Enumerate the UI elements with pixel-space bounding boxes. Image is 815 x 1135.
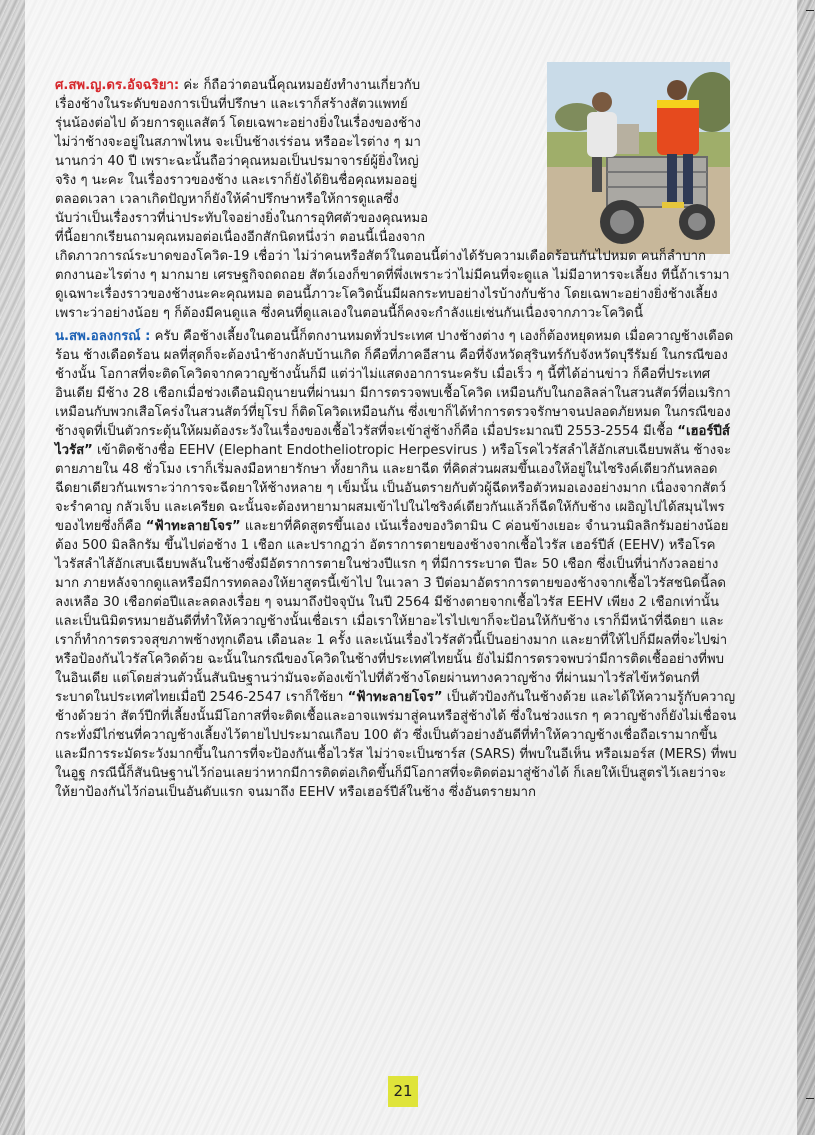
para1-line-2: เรื่องช้างในระดับของการเป็นที่ปรึกษา และเราก็สร้างสัตวแพทย์ xyxy=(55,97,408,112)
para1-line-5: นานกว่า 40 ปี เพราะฉะนั้นถือว่าคุณหมอเป็นปรมาจารย์ผู้ยิ่งใหญ่ xyxy=(55,154,419,169)
paragraph-1 xyxy=(55,76,737,323)
para1-line-1: ค่ะ ก็ถือว่าตอนนี้คุณหมอยังทำงานเกี่ยวกับ xyxy=(179,78,421,93)
para1-line-3: รุ่นน้องต่อไป ด้วยการดูแลสัตว์ โดยเฉพาะอย่างยิ่งในเรื่องของช้าง xyxy=(55,116,421,131)
para2-text-c: และยาที่คิดสูตรขึ้นเอง เน้นเรื่องของวิตามิน C ค่อนข้างเยอะ จำนวนมิลลิกรัมอย่างน้อยต้อง 500 มิลลิกรัม ขึ้นไปต่อช้าง 1 เชือก และปรากฏว่า อัตราการตายของช้างจากเชื้อไวรัส เฮอร์ปีส์ (EEHV) หรือโรคไวรัสลำไส้อักเสบเฉียบพลันในช้างซึ่งมีอัตราการตายในช่วงปีแรก ๆ ที่มีการระบาด ปีละ 50 เชือก ซึ่งเป็นที่น่ากังวลอย่างมาก ภายหลังจากดูแลหรือมีการทดลองให้ยาสูตรนี้เข้าไป ในเวลา 3 ปีต่อมาอัตราการตายของช้างจากเชื้อไวรัสชนิดนี้ลดลงเหลือ 30 เชือกต่อปีและลดลงเรื่อย ๆ จนมาถึงปัจจุบัน ในปี 2564 มีช้างตายจากเชื้อไวรัส EEHV เพียง 2 เชือกเท่านั้น และเป็นนิมิตรหมายอันดีที่ทำให้ควาญช้างนั้นเชื่อเรา เมื่อเราให้ยาอะไรไปเขาก็จะป้อนให้กับช้าง เราก็มีหน้าที่ฉีดยา และเราก็ทำการตรวจสุขภาพช้างทุกเดือน เดือนละ 1 ครั้ง และเน้นเรื่องไวรัสตัวนี้เป็นอย่างมาก และยาที่ให้ไปก็มีผลที่จะไปฆ่าหรือป้องกันไวรัสโควิดด้วย ฉะนั้นในกรณีของโควิดในช้างที่ประเทศไทยนั้น ยังไม่มีการตรวจพบว่ามีการติดเชื้ออย่างที่พบในอินเดีย แต่โดยส่วนตัวนั้นสันนิษฐานว่ามันจะต้องเข้าไปที่ตัวช้างโดยผ่านทางควาญช้าง ที่ผ่านมาไวรัสไข้หวัดนกที่ระบาดในประเทศไทยเมื่อปี 2546-2547 เราก็ใช้ยา xyxy=(55,519,729,705)
herb-name-2: “ฟ้าทะลายโจร” xyxy=(347,690,443,705)
para2-text-a: ครับ คือช้างเลี้ยงในตอนนี้ก็ตกงานหมดทั่วประเทศ ปางช้างต่าง ๆ เองก็ต้องหยุดหมด เมื่อควาญช้างเดือดร้อน ช้างเดือดร้อน ผลที่สุดก็จะต้องนำช้างกลับบ้านเกิด ก็คือที่ภาคอีสาน คือที่จังหวัดสุรินทร์กับจังหวัดบุรีรัมย์ ในกรณีของช้างนั้น โอกาสที่จะติดโควิดจากควาญช้างนั้นก็มี แต่ว่าไม่แสดงอาการนะครับ เมื่อเร็ว ๆ นี้ที่ได้อ่านข่าว ก็คือที่ประเทศอินเดีย มีช้าง 28 เชือกเมื่อช่วงเดือนมิถุนายนที่ผ่านมา มีการตรวจพบเชื้อโควิด เหมือนกับในกอลิลล่าในสวนสัตว์ที่อเมริกา เหมือนกับพวกเสือโคร่งในสวนสัตว์ที่ยุโรป ก็ติดโควิดเหมือนกัน ซึ่งเขาก็ได้ทำการตรวจรักษาจนปลอดภัยหมด ในกรณีของช้างจุดที่เป็นตัวกระตุ้นให้ผมต้องระวังในเรื่องของเชื้อไวรัสที่จะเข้าสู่ช้างก็คือ เมื่อประมาณปี 2553-2554 มีเชื้อ xyxy=(55,329,734,439)
crop-mark-top-right xyxy=(806,10,814,11)
para2-text-b: เข้าติดช้างชื่อ EEHV (Elephant Endotheliotropic Herpesvirus ) หรือโรคไวรัสลำไส้อักเสบเฉียบพลัน ช้างจะตายภายใน 48 ชั่วโมง เราก็เริ่มลงมือหายารักษา ทั้งยากิน และยาฉีด ที่คิดส่วนผสมขึ้นเองให้อยู่ในไซริงค์เดียวกันหลอดฉีดยาเดียวกันเพราะว่าการจะฉีดยาให้ช้างหลาย ๆ เข็มนั้น เป็นอันตรายกับตัวผู้ฉีดหรือตัวหมอเองอย่างมาก เนื่องจากสัตว์จะรำคาญ กลัวเจ็บ และเครียด ฉะนั้นจะต้องหายามาผสมเข้าไปในไซริงค์เดียวกันแล้วก็ฉีดให้กับช้าง เผอิญไปได้สมุนไพรของไทยซึ่งก็คือ xyxy=(55,443,732,534)
virus-name: “เฮอร์ปีส์ไวรัส” xyxy=(55,424,730,458)
article-body xyxy=(55,76,737,806)
para2-text-d: เป็นตัวป้องกันในช้างด้วย และได้ให้ความรู้กับควาญช้างด้วยว่า สัตว์ปีกที่เลี้ยงนั้นมีโอกาสที่จะติดเชื้อและอาจแพร่มาสู่คนหรือสู่ช้างได้ ซึ่งในช่วงแรก ๆ ควาญช้างก็ยังไม่เชื่อจนกระทั่งมีไก่ชนที่ควาญช้างเลี้ยงไว้ตายไปประมาณเกือบ 100 ตัว ซึ่งเป็นตัวอย่างอันดีที่ทำให้ควาญช้างเชื่อถือเรามากขึ้น และมีการระมัดระวังมากขึ้นในการที่จะป้องกันเชื้อไวรัส ไม่ว่าจะเป็นซาร์ส (SARS) ที่พบในอีเห็น หรือเมอร์ส (MERS) ที่พบในอูฐ กรณีนี้ก็สันนิษฐานไว้ก่อนเลยว่าหากมีการติดต่อเกิดขึ้นก็มีโอกาสที่จะติดต่อมาสู่ช้างได้ ก็เลยให้เป็นสูตรไว้เลยว่าจะให้ยาป้องกันไว้ก่อนเป็นอันดับแรก จนมาถึง EEHV หรือเฮอร์ปีส์ในช้าง ซึ่งอันตรายมาก xyxy=(55,690,737,800)
speaker-name-2: น.สพ.อลงกรณ์ : xyxy=(55,329,151,344)
para1-line-6: จริง ๆ นะคะ ในเรื่องราวของช้าง และเราก็ยังได้ยินชื่อคุณหมออยู่ xyxy=(55,173,418,188)
page-number: 21 xyxy=(388,1076,418,1107)
para1-line-7: ตลอดเวลา เวลาเกิดปัญหาก็ยังให้คำปรึกษาหรือให้การดูแลซึ่ง xyxy=(55,192,399,207)
herb-name: “ฟ้าทะลายโจร” xyxy=(145,519,241,534)
para1-line-4: ไม่ว่าช้างจะอยู่ในสภาพไหน จะเป็นช้างเร่ร่อน หรืออะไรต่าง ๆ มา xyxy=(55,135,421,150)
paragraph-2 xyxy=(55,327,737,802)
paragraph-1-wrapped xyxy=(55,76,525,247)
crop-mark-bottom-right xyxy=(806,1098,814,1099)
speaker-name-1: ศ.สพ.ญ.ดร.อัจฉริยา: xyxy=(55,78,180,93)
para1-line-9: ที่นี้อยากเรียนถามคุณหมอต่อเนื่องอีกสักนิดหนึ่งว่า ตอนนี้เนื่องจาก xyxy=(55,230,426,245)
para1-line-8: นับว่าเป็นเรื่องราวที่น่าประทับใจอย่างยิ่งในการอุทิศตัวของคุณหมอ xyxy=(55,211,429,226)
para1-rest: เกิดภาวการณ์ระบาดของโควิด-19 เชื่อว่า ไม่ว่าคนหรือสัตว์ในตอนนี้ต่างได้รับความเดือดร้อนกันไปหมด คนก็ลำบากตกงานอะไรต่าง ๆ มากมาย เศรษฐกิจถดถอย สัตว์เองก็ขาดที่พึ่งเพราะว่าไม่มีคนที่จะดูแล ไม่มีอาหารจะเลี้ยง ทีนี้ถ้าเรามาดูเฉพาะเรื่องราวของช้างนะคะคุณหมอ ตอนนี้ภาวะโควิดนั้นมีผลกระทบอย่างไรบ้างกับช้าง โดยเฉพาะอย่างยิ่งช้างเลี้ยง เพราะว่าอย่างน้อย ๆ ก็ต้องมีคนดูแล ซึ่งคนที่ดูแลเองในตอนนี้ก็คงจะกำลังแย่เช่นกันเนื่องจากภาวะโควิดนี้ xyxy=(55,249,730,321)
